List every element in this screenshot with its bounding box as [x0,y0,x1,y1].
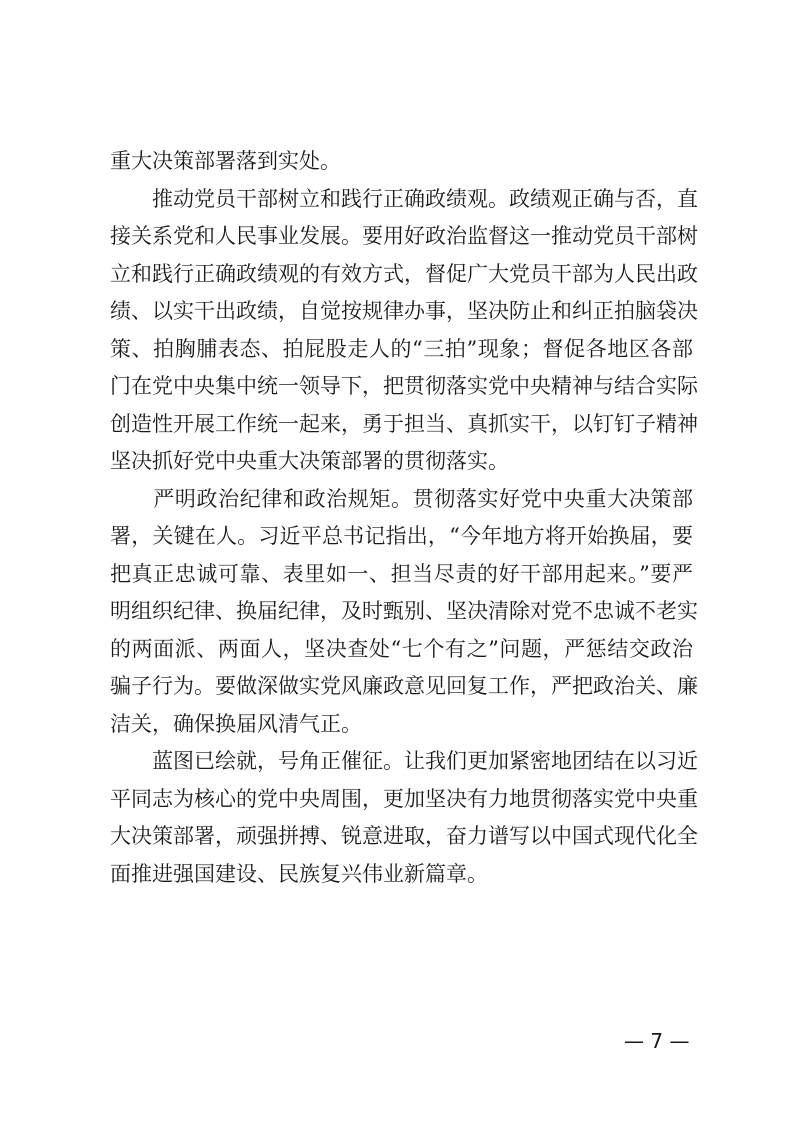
text-line: 坚决抓好党中央重大决策部署的贯彻落实。 [110,449,509,473]
text-line: 洁关，确保换届风清气正。 [110,711,362,736]
text-line: 严明政治纪律和政治规矩。贯彻落实好党中央重大决策部 [110,486,693,511]
text-line: 创造性开展工作统一起来，勇于担当、真抓实干，以钉钉子精神 [110,411,698,436]
text-line: 蓝图已绘就，号角正催征。让我们更加紧密地团结在以习近 [110,749,698,773]
text-line: 把真正忠诚可靠、表里如一、担当尽责的好干部用起来。”要严 [110,561,693,586]
text-line: 大决策部署，顽强拼搏、锐意进取，奋力谱写以中国式现代化全 [110,824,698,848]
text-line: 明组织纪律、换届纪律，及时甄别、坚决清除对党不忠诚不老实 [110,599,698,623]
text-line: 的两面派、两面人，坚决查处“七个有之”问题，严惩结交政治 [110,636,693,661]
text-line: 绩、以实干出政绩，自觉按规律办事，坚决防止和纠正拍脑袋决 [110,299,698,323]
text-line: 署，关键在人。习近平总书记指出，“今年地方将开始换届，要 [110,524,693,548]
text-line: 面推进强国建设、民族复兴伟业新篇章。 [110,861,488,886]
text-line: 重大决策部署落到实处。 [110,149,341,173]
text-line: 门在党中央集中统一领导下，把贯彻落实党中央精神与结合实际 [110,374,698,398]
text-line: 推动党员干部树立和践行正确政绩观。政绩观正确与否，直 [110,186,698,211]
page-number: — 7 — [624,1029,690,1053]
text-line: 骗子行为。要做深做实党风廉政意见回复工作，严把政治关、廉 [110,674,698,698]
text-line: 平同志为核心的党中央周围，更加坚决有力地贯彻落实党中央重 [110,786,698,811]
text-line: 立和践行正确政绩观的有效方式，督促广大党员干部为人民出政 [110,261,698,286]
text-line: 策、拍胸脯表态、拍屁股走人的“三拍”现象；督促各地区各部 [110,336,693,361]
text-line: 接关系党和人民事业发展。要用好政治监督这一推动党员干部树 [110,224,698,248]
body-text [110,143,698,893]
